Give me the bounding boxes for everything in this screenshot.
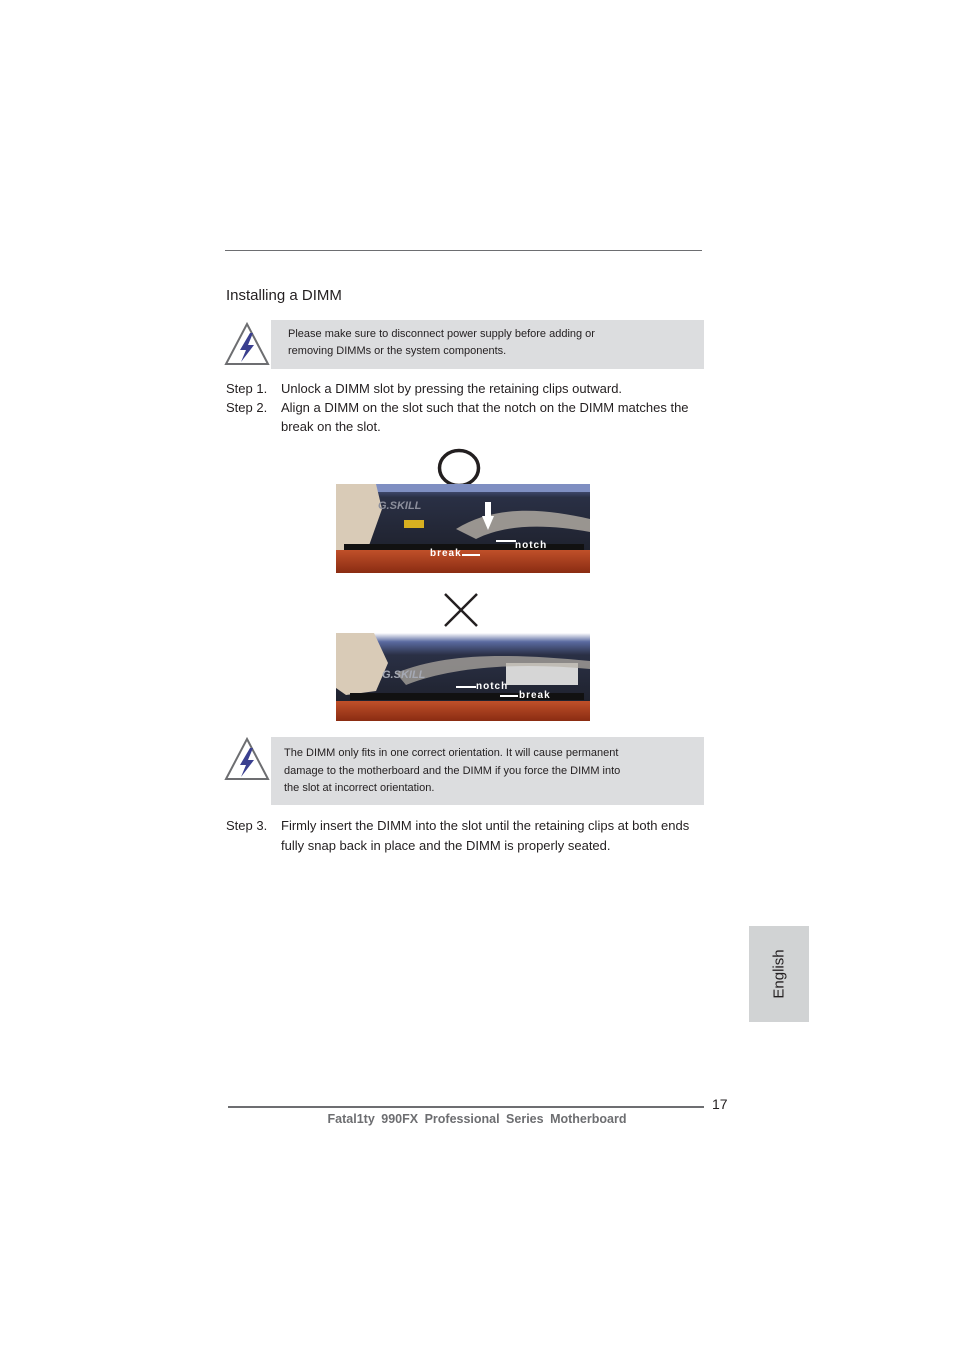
arrow-right-icon <box>462 554 480 556</box>
note-line: damage to the motherboard and the DIMM if you force the DIMM into <box>284 765 621 777</box>
step-text: fully snap back in place and the DIMM is properly seated. <box>281 838 611 853</box>
bottom-rule <box>228 1106 704 1108</box>
language-tab-label: English <box>770 949 788 999</box>
step-label: Step 3. <box>226 818 268 833</box>
brand-label: G.SKILL <box>382 669 426 681</box>
wrong-cross-icon <box>443 592 479 628</box>
note-line: the slot at incorrect orientation. <box>284 782 435 794</box>
brand-label: G.SKILL <box>378 500 422 512</box>
note-box-orientation <box>271 737 704 805</box>
arrow-left-icon <box>456 686 476 688</box>
notch-label: notch <box>515 540 548 551</box>
page-number: 17 <box>712 1096 728 1112</box>
step-text: Firmly insert the DIMM into the slot until the retaining clips at both ends <box>281 818 690 833</box>
correct-circle-icon <box>436 447 482 489</box>
dimm-photo-wrong <box>336 633 590 721</box>
break-label: break <box>519 690 551 701</box>
section-title: Installing a DIMM <box>226 287 342 304</box>
top-rule <box>225 250 702 251</box>
warning-lightning-icon <box>224 321 270 367</box>
step-text: Unlock a DIMM slot by pressing the retaining clips outward. <box>281 381 623 396</box>
footer-product-name: Fatal1ty 990FX Professional Series Motherboard <box>327 1112 627 1126</box>
arrow-left-icon <box>500 695 518 697</box>
step-text: break on the slot. <box>281 419 381 434</box>
note-line: Please make sure to disconnect power supply before adding or <box>288 328 595 340</box>
notch-label: notch <box>476 681 509 692</box>
break-label: break <box>430 548 462 559</box>
dimm-photo-correct <box>336 484 590 573</box>
language-tab <box>749 926 809 1022</box>
step-label: Step 1. <box>226 381 268 396</box>
arrow-left-icon <box>496 540 516 542</box>
note-line: The DIMM only fits in one correct orientation. It will cause permanent <box>284 747 619 759</box>
step-text: Align a DIMM on the slot such that the notch on the DIMM matches the <box>281 400 689 415</box>
note-line: removing DIMMs or the system components. <box>288 345 507 357</box>
step-label: Step 2. <box>226 400 268 415</box>
note-box-power <box>271 320 704 369</box>
warning-lightning-icon <box>224 736 270 782</box>
